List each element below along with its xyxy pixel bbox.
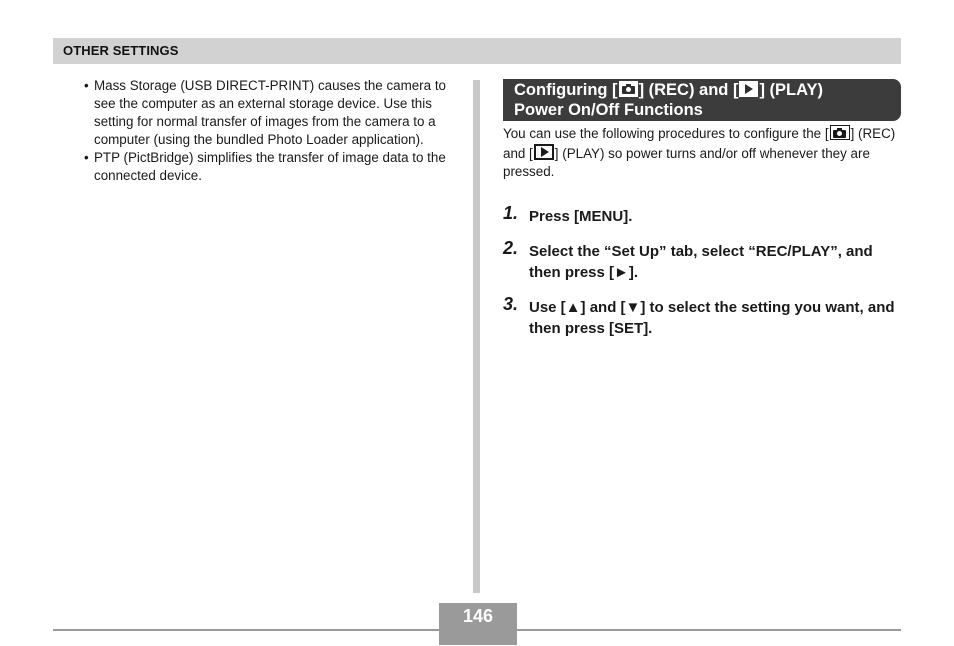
page-number-tab (439, 631, 517, 645)
bullet-marker: • (84, 78, 89, 93)
bullet-marker: • (84, 150, 89, 165)
heading-text: Configuring [ (514, 81, 618, 99)
header-title: OTHER SETTINGS (63, 43, 179, 58)
step-3 (503, 294, 903, 339)
section-header-bar (53, 38, 901, 64)
page-number: 146 (439, 603, 517, 629)
column-divider (473, 80, 480, 593)
intro-text: ] (REC) and [ (503, 126, 896, 161)
bullet-text: Mass Storage (USB DIRECT-PRINT) causes the camera to see the computer as an external storage device. Use this setting for normal transfer of images from the camera to a computer (using the bundled Photo Loader application). (94, 78, 446, 147)
step-number: 2. (503, 238, 519, 258)
play-icon (739, 81, 758, 97)
step-number: 3. (503, 294, 519, 314)
step-text: Press [MENU]. (529, 208, 633, 225)
page-number-box (439, 603, 517, 645)
section-heading (503, 79, 901, 121)
play-icon (534, 144, 554, 160)
step-text: Select the “Set Up” tab, select “REC/PLAY”, and then press [►]. (529, 243, 873, 281)
heading-text: ] (REC) and [ (638, 81, 739, 99)
step-1 (503, 203, 903, 228)
camera-icon (619, 81, 638, 97)
step-text: Use [▲] and [▼] to select the setting you want, and then press [SET]. (529, 299, 895, 337)
step-number: 1. (503, 203, 519, 223)
intro-text: You can use the following procedures to configure the [ (503, 126, 829, 141)
left-column (84, 77, 456, 185)
step-2 (503, 238, 903, 283)
bullet-text: PTP (PictBridge) simplifies the transfer of image data to the connected device. (94, 150, 446, 183)
intro-paragraph (503, 125, 903, 182)
bullet-item (84, 149, 456, 185)
camera-icon (830, 125, 850, 140)
bullet-item (84, 77, 456, 149)
intro-text: ] (PLAY) so power turns and/or off whenever they are pressed. (503, 145, 870, 179)
heading-text: ] (PLAY) (759, 81, 824, 99)
heading-text-line2: Power On/Off Functions (514, 101, 703, 119)
